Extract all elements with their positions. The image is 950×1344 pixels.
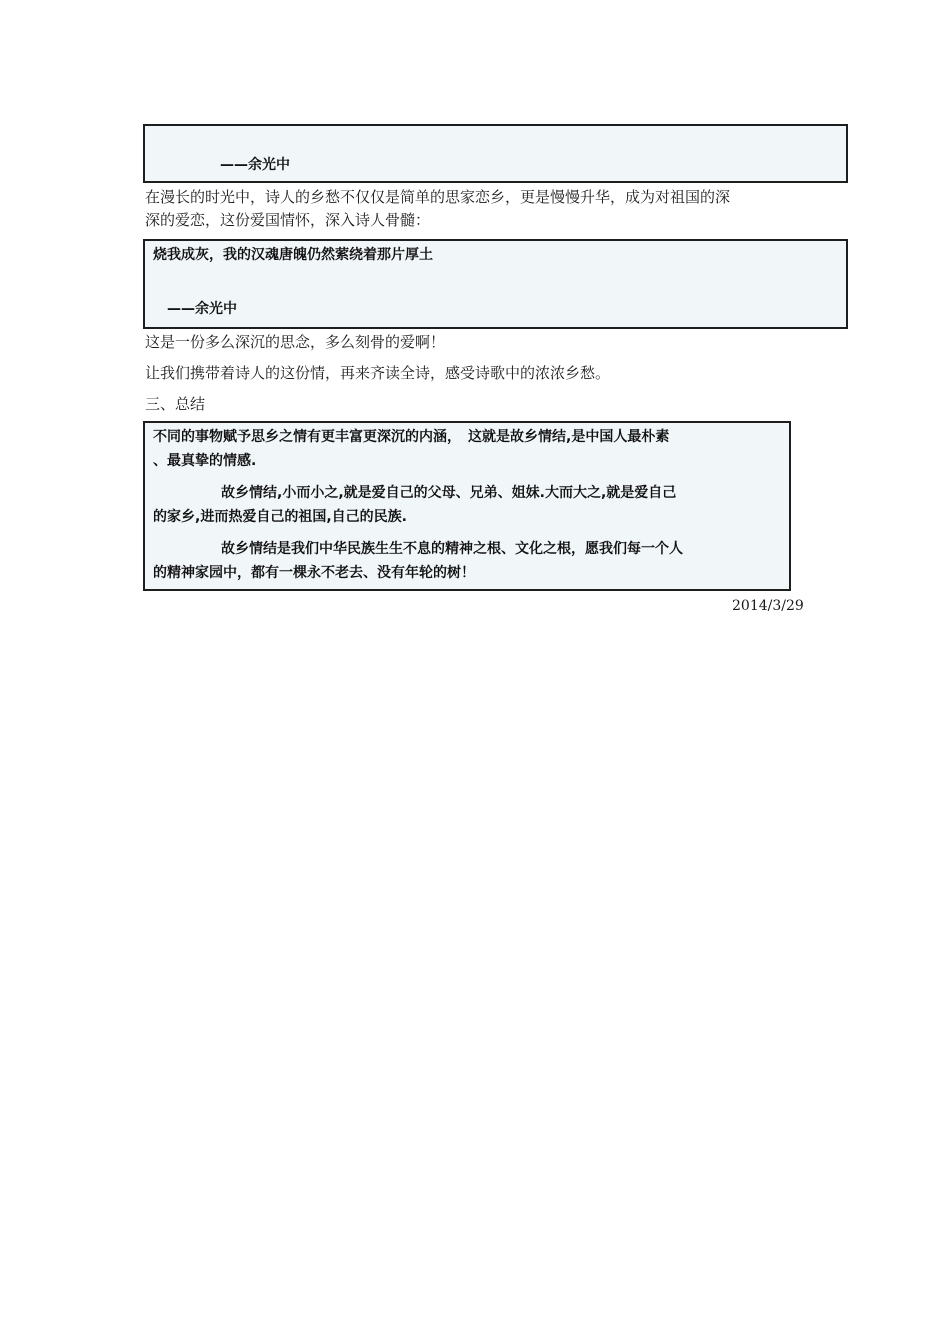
quote-attribution: ——余光中 (167, 301, 237, 317)
paragraph-line: 在漫长的时光中，诗人的乡愁不仅仅是简单的思家恋乡，更是慢慢升华，成为对祖国的深 (145, 188, 731, 206)
summary-line: 的精神家园中，都有一棵永不老去、没有年轮的树！ (153, 565, 475, 581)
summary-line: 、最真挚的情感. (153, 453, 257, 469)
summary-line: 故乡情结是我们中华民族生生不息的精神之根、文化之根，愿我们每一个人 (221, 541, 683, 557)
summary-line: 不同的事物赋予思乡之情有更丰富更深沉的内涵， 这就是故乡情结,是中国人最朴素 (153, 429, 670, 445)
summary-line: 的家乡,进而热爱自己的祖国,自己的民族. (153, 509, 407, 525)
quote-attribution: ——余光中 (220, 157, 290, 173)
quote-box-verse (143, 239, 848, 329)
summary-box (143, 421, 791, 591)
paragraph-line: 让我们携带着诗人的这份情，再来齐读全诗，感受诗歌中的浓浓乡愁。 (145, 364, 611, 382)
paragraph-line: 这是一份多么深沉的思念，多么刻骨的爱啊！ (145, 333, 446, 351)
quote-verse: 烧我成灰，我的汉魂唐魄仍然萦绕着那片厚土 (153, 247, 433, 263)
summary-line: 故乡情结,小而小之,就是爱自己的父母、兄弟、姐妹.大而大之,就是爱自己 (221, 485, 677, 501)
quote-box-attribution (143, 124, 848, 183)
paragraph-line: 深的爱恋，这份爱国情怀，深入诗人骨髓： (145, 211, 431, 229)
date-label: 2014/3/29 (732, 598, 804, 614)
section-heading: 三、总结 (145, 395, 206, 413)
